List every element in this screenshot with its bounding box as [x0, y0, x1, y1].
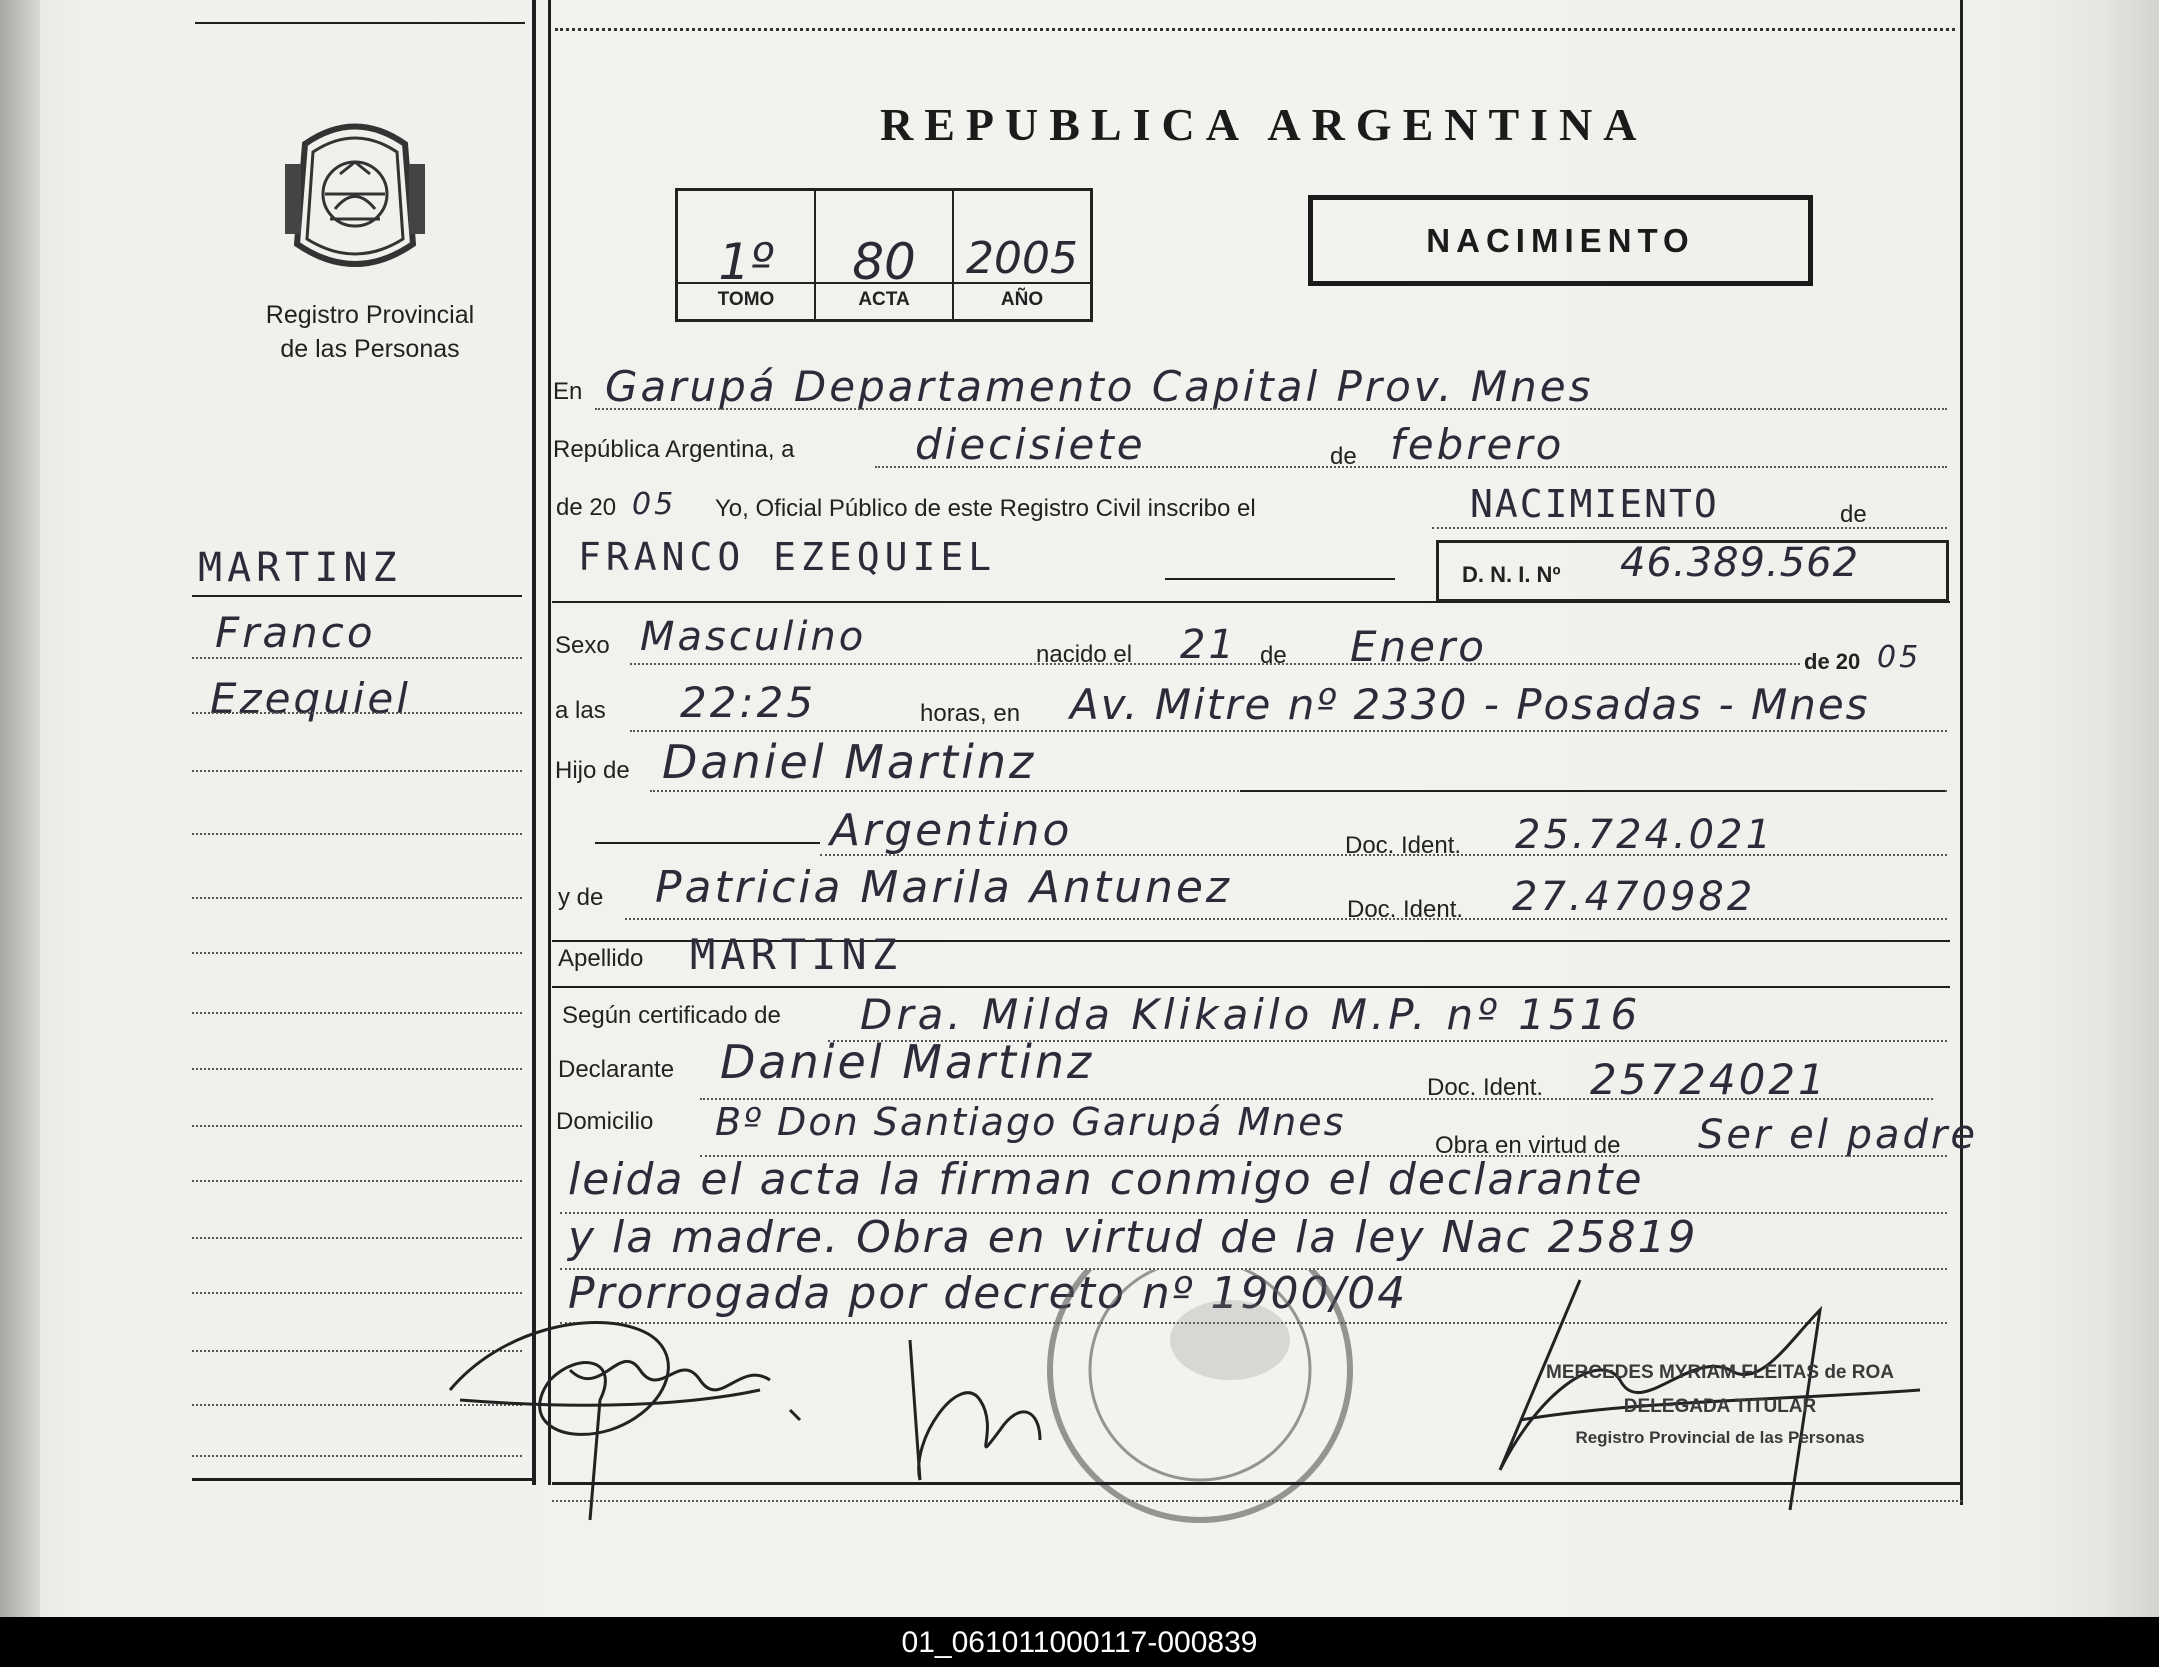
acta-label: ACTA: [816, 282, 952, 311]
sidebar-dotline: [192, 712, 522, 714]
registry-name: [220, 298, 520, 366]
ano-label: AÑO: [954, 282, 1090, 311]
book-binding: [0, 0, 40, 1617]
official-signature-icon: [1500, 1280, 1920, 1510]
birth-year-prefix: de 20: [1804, 649, 1861, 674]
hijo-label: Hijo de: [555, 757, 630, 784]
mother-doc: 27.470982: [1512, 874, 1756, 920]
birth-time: 22:25: [680, 678, 817, 727]
de-label-3: de: [1260, 642, 1287, 669]
country-title: REPUBLICA ARGENTINA: [880, 99, 1648, 150]
doc-ident-label-mother: Doc. Ident.: [1347, 896, 1464, 923]
ano-cell: [954, 191, 1090, 319]
event-line: [1432, 527, 1947, 529]
yo-label: Yo, Oficial Público de este Registro Civil inscribo el: [715, 495, 1256, 522]
domicilio-value: Bº Don Santiago Garupá Mnes: [715, 1100, 1346, 1144]
nationality-line: [820, 854, 1947, 856]
note-line-1: leida el acta la firman conmigo el declarante: [568, 1154, 1644, 1205]
year-prefix: de 20: [556, 494, 617, 521]
day-words: diecisiete: [915, 420, 1146, 469]
official-office: Registro Provincial de las Personas: [1575, 1428, 1865, 1447]
sidebar-rule: [192, 595, 522, 597]
column-divider-left: [532, 0, 536, 1485]
record-type-box: NACIMIENTO: [1308, 195, 1813, 286]
sidebar-dotline: [192, 1180, 522, 1182]
province-seal-icon: [285, 114, 425, 276]
acta-value: 80: [852, 233, 916, 291]
sidebar-given1: Franco: [215, 608, 376, 657]
place-birth-line: [630, 730, 1947, 732]
sidebar-dotline: [192, 897, 522, 899]
birth-year-suffix: 05: [1877, 640, 1922, 675]
horas-label: horas, en: [920, 700, 1021, 727]
sexo-line: [630, 663, 1800, 665]
tomo-label: TOMO: [678, 282, 814, 311]
registry-name-line1: Registro Provincial: [265, 301, 475, 329]
father-name: Daniel Martinz: [662, 735, 1037, 789]
doc-ident-label-declarante: Doc. Ident.: [1427, 1074, 1544, 1101]
obra-value: Ser el padre: [1698, 1112, 1978, 1158]
sexo-label: Sexo: [555, 632, 610, 659]
segun-label: Según certificado de: [562, 1002, 781, 1029]
nacido-label: nacido el: [1036, 641, 1133, 668]
sidebar-surname: MARTINZ: [198, 545, 402, 591]
apellido-label: Apellido: [558, 945, 644, 972]
image-id-caption: 01_061011000117-000839: [901, 1626, 1258, 1659]
declarante-name: Daniel Martinz: [720, 1035, 1095, 1089]
sidebar-dotline: [192, 1237, 522, 1239]
official-title: DELEGADA TITULAR: [1623, 1396, 1817, 1417]
section-rule: [552, 601, 1950, 603]
section-rule-3: [552, 986, 1950, 988]
sidebar-dotline: [192, 952, 522, 954]
mother-line: [625, 918, 1947, 920]
apellido-value: MARTINZ: [690, 930, 903, 979]
dni-label: D. N. I. Nº: [1462, 562, 1561, 587]
note-line-3: Prorrogada por decreto nº 1900/04: [568, 1268, 1408, 1319]
month-words: febrero: [1390, 420, 1565, 469]
birth-month: Enero: [1350, 622, 1487, 671]
birth-day: 21: [1180, 622, 1237, 668]
birth-place: Av. Mitre nº 2330 - Posadas - Mnes: [1070, 680, 1870, 729]
mother-name: Patricia Marila Antunez: [655, 862, 1233, 913]
a-las-label: a las: [555, 697, 606, 724]
certificate-value: Dra. Milda Klikailo M.P. nº 1516: [860, 990, 1642, 1039]
sidebar-dotline: [192, 1125, 522, 1127]
column-divider-inner: [548, 0, 551, 1485]
child-name: FRANCO EZEQUIEL: [578, 535, 997, 579]
father-nationality: Argentino: [830, 805, 1073, 856]
sidebar-dotline: [192, 1012, 522, 1014]
father-doc: 25.724.021: [1515, 812, 1775, 858]
obra-label: Obra en virtud de: [1435, 1132, 1621, 1159]
bottom-dotline: [552, 1500, 1962, 1502]
sidebar-dotline: [192, 770, 522, 772]
de-label-1: de: [1330, 443, 1357, 470]
de-label-2: de: [1840, 501, 1867, 528]
sexo-value: Masculino: [640, 614, 867, 660]
father-rule: [1240, 790, 1945, 792]
top-rule-left: [195, 22, 525, 24]
place-line: [595, 408, 1947, 410]
mother-signature-icon: [790, 1340, 1040, 1480]
tomo-value: 1º: [718, 233, 774, 291]
book-reference-box: [675, 188, 1093, 322]
note-line-2: y la madre. Obra en virtud de la ley Nac 25819: [568, 1212, 1698, 1263]
date-line: [875, 466, 1947, 468]
en-label: En: [553, 378, 583, 405]
sidebar-dotline: [192, 1068, 522, 1070]
fingerprint-smudge: [1170, 1300, 1290, 1380]
domicilio-label: Domicilio: [556, 1108, 654, 1135]
declarante-signature-icon: [450, 1323, 770, 1521]
sidebar-dotline: [192, 833, 522, 835]
tomo-cell: [678, 191, 816, 319]
event-value: NACIMIENTO: [1470, 482, 1719, 526]
place-value: Garupá Departamento Capital Prov. Mnes: [605, 362, 1594, 411]
sidebar-given2: Ezequiel: [210, 674, 411, 723]
republica-label: República Argentina, a: [553, 436, 795, 463]
official-name: MERCEDES MYRIAM FLEITAS de ROA: [1546, 1362, 1894, 1383]
declarante-doc: 25724021: [1590, 1055, 1828, 1104]
child-name-rule: [1165, 578, 1395, 580]
year-suffix: 05: [632, 487, 677, 522]
declarante-label: Declarante: [558, 1056, 675, 1083]
registry-name-line2: de las Personas: [280, 335, 460, 363]
acta-cell: [816, 191, 954, 319]
dni-value: 46.389.562: [1620, 540, 1860, 586]
doc-ident-label-father: Doc. Ident.: [1345, 832, 1462, 859]
top-dotted-rule: [555, 28, 1955, 31]
bottom-rule: [552, 1482, 1962, 1485]
nationality-rule: [595, 842, 820, 844]
page-edge: [2019, 0, 2159, 1617]
y-de-label: y de: [558, 884, 604, 911]
ano-value: 2005: [966, 233, 1078, 284]
sidebar-dotline: [192, 657, 522, 659]
